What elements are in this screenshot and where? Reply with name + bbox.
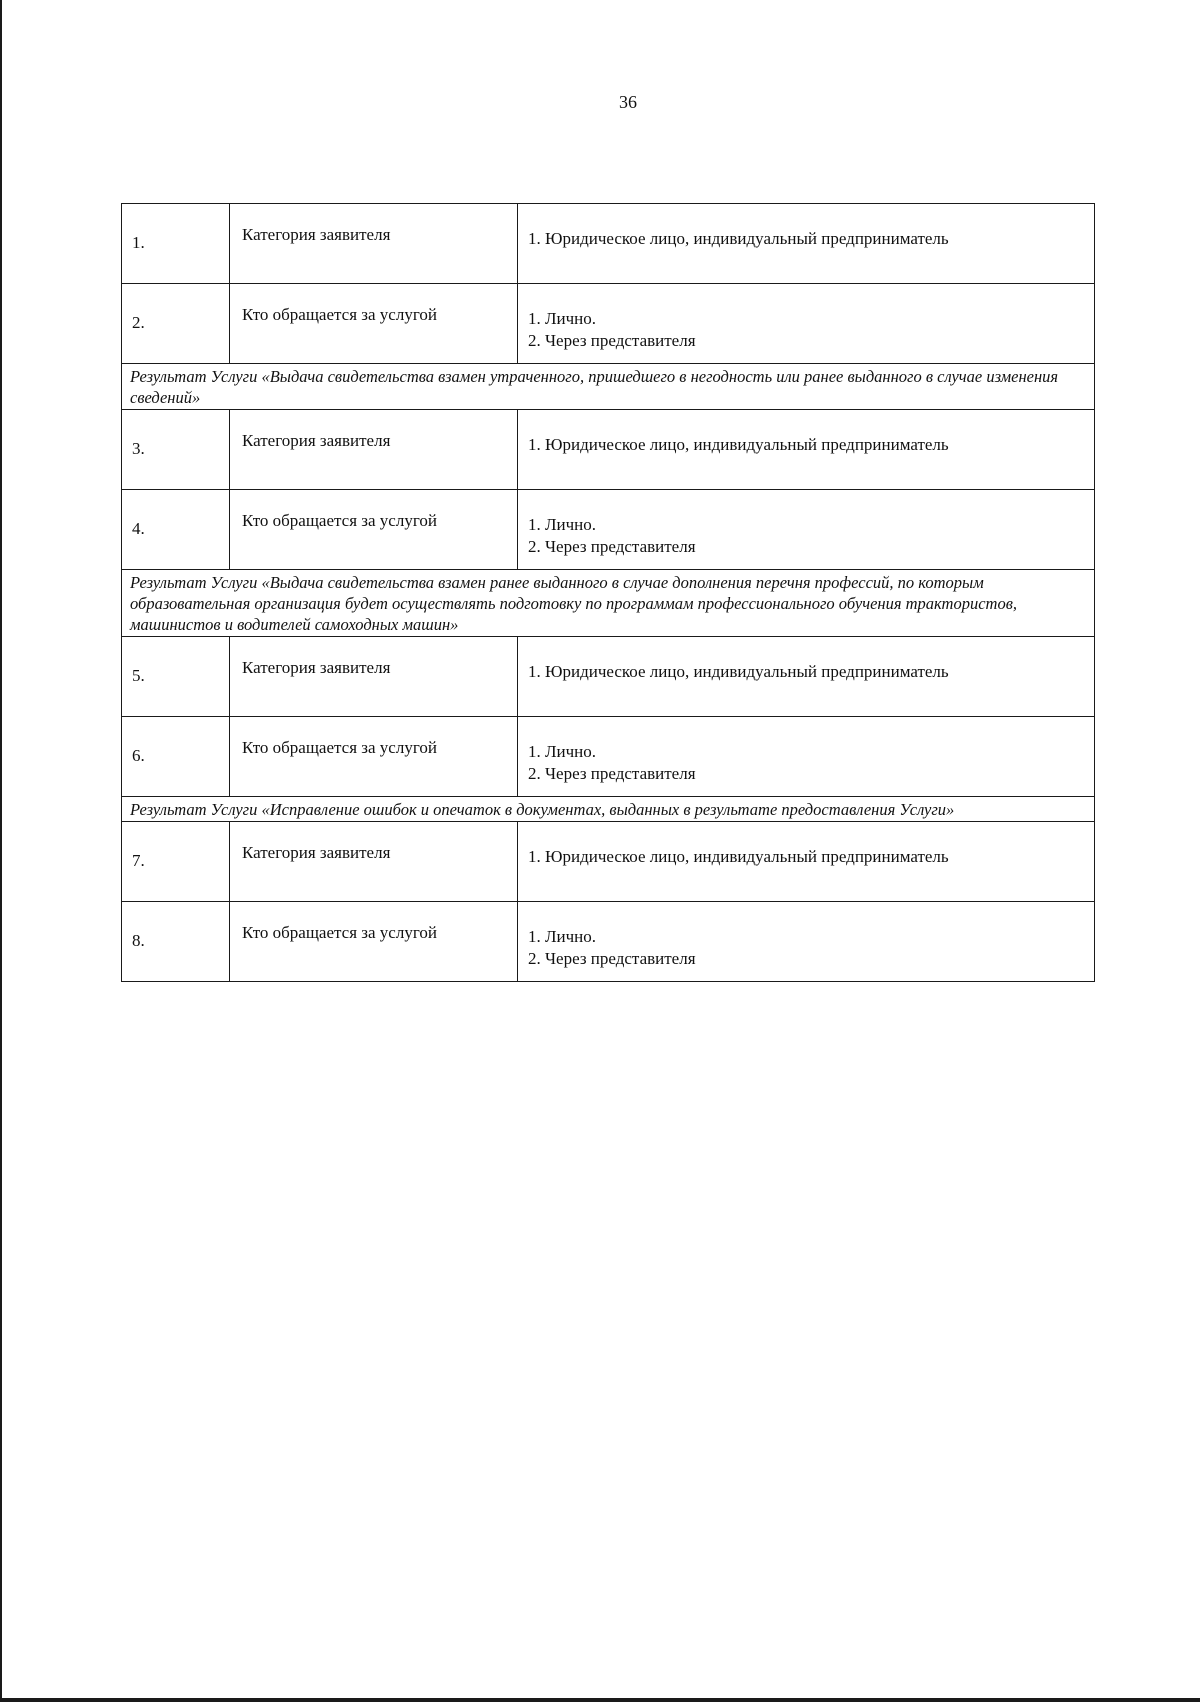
section-header-row bbox=[122, 364, 1095, 410]
value-line: 2. Через представителя bbox=[528, 949, 696, 968]
row-value bbox=[518, 902, 1095, 982]
table-row bbox=[122, 410, 1095, 490]
row-number: 4. bbox=[122, 490, 230, 570]
table-row bbox=[122, 637, 1095, 717]
table-row bbox=[122, 822, 1095, 902]
table-row bbox=[122, 204, 1095, 284]
applicant-table-body bbox=[122, 204, 1095, 982]
row-label: Кто обращается за услугой bbox=[230, 902, 518, 982]
value-line: 1. Юридическое лицо, индивидуальный предприниматель bbox=[528, 435, 949, 454]
row-label: Кто обращается за услугой bbox=[230, 284, 518, 364]
section-header-text: Результат Услуги «Выдача свидетельства взамен утраченного, пришедшего в негодность или ранее выданного в случае изменения сведений» bbox=[122, 364, 1095, 410]
row-label: Кто обращается за услугой bbox=[230, 717, 518, 797]
scan-bottom-edge bbox=[0, 1698, 1200, 1702]
table-row bbox=[122, 490, 1095, 570]
scan-left-edge bbox=[0, 0, 2, 1702]
row-label: Категория заявителя bbox=[230, 637, 518, 717]
table-row bbox=[122, 902, 1095, 982]
row-number: 2. bbox=[122, 284, 230, 364]
row-value bbox=[518, 822, 1095, 902]
value-line: 2. Через представителя bbox=[528, 331, 696, 350]
value-line: 2. Через представителя bbox=[528, 537, 696, 556]
row-label: Категория заявителя bbox=[230, 410, 518, 490]
section-header-row bbox=[122, 570, 1095, 637]
value-line: 1. Лично. bbox=[528, 927, 597, 946]
section-header-text: Результат Услуги «Исправление ошибок и опечаток в документах, выданных в результате предоставления Услуги» bbox=[122, 797, 1095, 822]
page-number: 36 bbox=[619, 92, 637, 112]
row-value bbox=[518, 717, 1095, 797]
row-number: 1. bbox=[122, 204, 230, 284]
row-number: 5. bbox=[122, 637, 230, 717]
value-line: 1. Лично. bbox=[528, 309, 597, 328]
row-value bbox=[518, 490, 1095, 570]
value-line: 1. Лично. bbox=[528, 742, 597, 761]
row-number: 3. bbox=[122, 410, 230, 490]
applicant-table bbox=[121, 203, 1095, 982]
row-label: Кто обращается за услугой bbox=[230, 490, 518, 570]
table-row bbox=[122, 717, 1095, 797]
row-value bbox=[518, 204, 1095, 284]
table-row bbox=[122, 284, 1095, 364]
row-number: 6. bbox=[122, 717, 230, 797]
value-line: 1. Юридическое лицо, индивидуальный предприниматель bbox=[528, 229, 949, 248]
row-value bbox=[518, 637, 1095, 717]
value-line: 1. Юридическое лицо, индивидуальный предприниматель bbox=[528, 662, 949, 681]
value-line: 1. Юридическое лицо, индивидуальный предприниматель bbox=[528, 847, 949, 866]
value-line: 1. Лично. bbox=[528, 515, 597, 534]
row-label: Категория заявителя bbox=[230, 822, 518, 902]
section-header-text: Результат Услуги «Выдача свидетельства взамен ранее выданного в случае дополнения перечня профессий, по которым образовательная организация будет осуществлять подготовку по программам профессионального обучения трактористов, машинистов и водителей самоходных машин» bbox=[122, 570, 1095, 637]
row-value bbox=[518, 284, 1095, 364]
row-number: 7. bbox=[122, 822, 230, 902]
section-header-row bbox=[122, 797, 1095, 822]
value-line: 2. Через представителя bbox=[528, 764, 696, 783]
row-label: Категория заявителя bbox=[230, 204, 518, 284]
row-value bbox=[518, 410, 1095, 490]
row-number: 8. bbox=[122, 902, 230, 982]
